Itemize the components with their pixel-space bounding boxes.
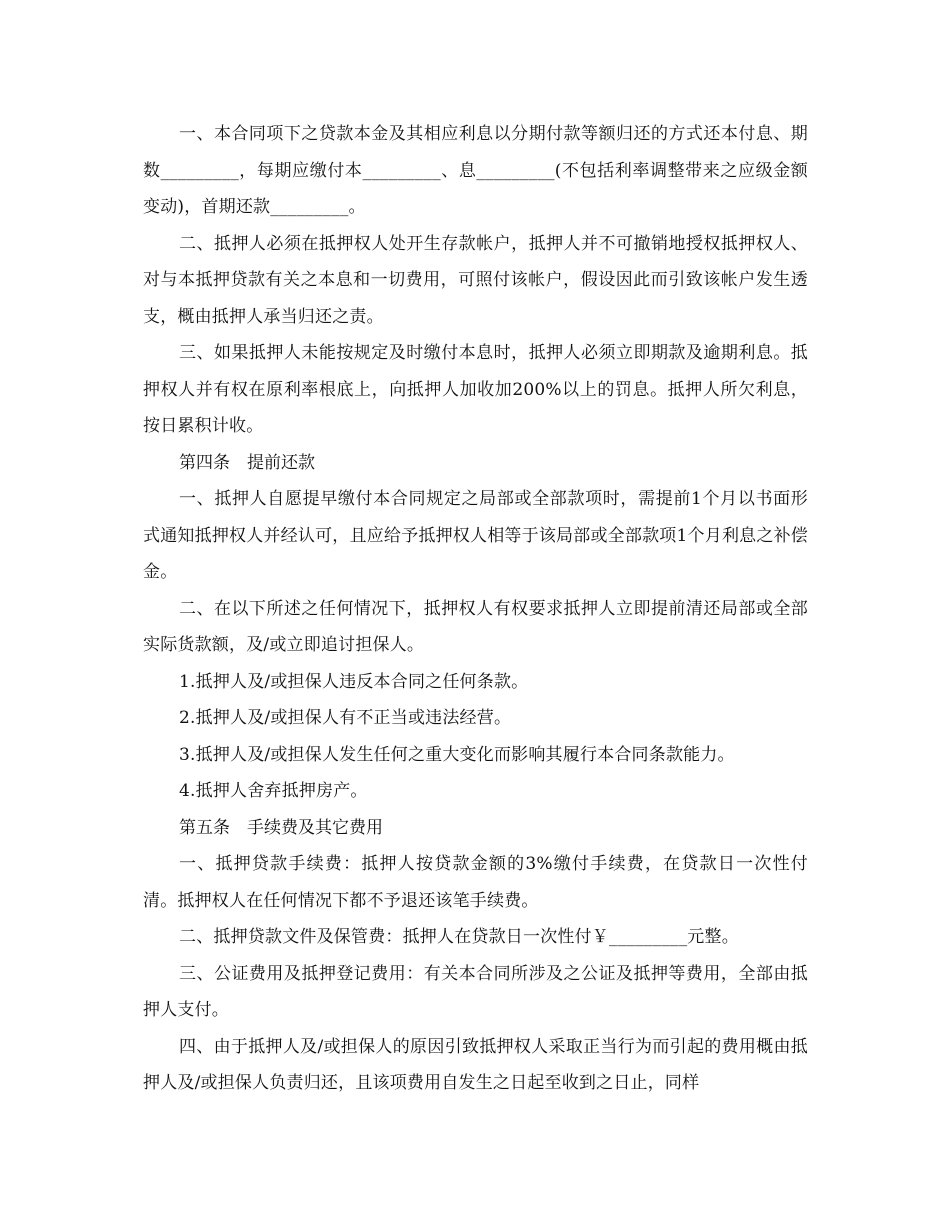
clause-5-item-2: 二、抵押贷款文件及保管费：抵押人在贷款日一次性付￥_________元整。 — [179, 927, 739, 947]
clause-5-item-3: 三、公证费用及抵押登记费用：有关本合同所涉及之公证及抵押等费用，全部由抵押人支付。 — [143, 963, 808, 1020]
article-4-heading: 第四条 提前还款 — [179, 452, 315, 473]
clause-4-subitem-1: 1.抵押人及/或担保人违反本合同之任何条款。 — [179, 671, 529, 692]
clause-4-subitem-2: 2.抵押人及/或担保人有不正当或违法经营。 — [179, 708, 512, 728]
clause-5-item-4: 四、由于抵押人及/或担保人的原因引致抵押权人采取正当行为而引起的费用概由抵押人及/或担保人负责归还，且该项费用自发生之日起至收到之日止，同样 — [143, 1036, 808, 1093]
article-5-heading: 第五条 手续费及其它费用 — [179, 817, 383, 838]
clause-4-subitem-3: 3.抵押人及/或担保人发生任何之重大变化而影响其履行本合同条款能力。 — [179, 744, 735, 765]
clause-4-subitem-4: 4.抵押人舍弃抵押房产。 — [179, 781, 368, 801]
clause-4-item-1: 一、抵押人自愿提早缴付本合同规定之局部或全部款项时，需提前1个月以书面形式通知抵押权人并经认可，且应给予抵押权人相等于该局部或全部款项1个月利息之补偿金。 — [143, 489, 808, 582]
clause-3-item-2: 二、抵押人必须在抵押权人处开生存款帐户，抵押人并不可撤销地授权抵押权人、对与本抵押贷款有关之本息和一切费用，可照付该帐户，假设因此而引致该帐户发生透支，概由抵押人承当归还之责。 — [143, 233, 808, 327]
clause-4-item-2: 二、在以下所述之任何情况下，抵押权人有权要求抵押人立即提前清还局部或全部实际货款额，及/或立即追讨担保人。 — [143, 598, 808, 655]
clause-3-item-1: 一、本合同项下之贷款本金及其相应利息以分期付款等额归还的方式还本付息、期数_________，每期应缴付本_________、息_________(不包括利率调整带来之应级金额变动)，首期还款_________。 — [143, 124, 808, 217]
clause-5-item-1: 一、抵押贷款手续费：抵押人按贷款金额的3%缴付手续费，在贷款日一次性付清。抵押权人在任何情况下都不予退还该笔手续费。 — [143, 854, 808, 911]
contract-body — [143, 116, 808, 1102]
clause-3-item-3: 三、如果抵押人未能按规定及时缴付本息时，抵押人必须立即期款及逾期利息。抵押权人并有权在原利率根底上，向抵押人加收加200%以上的罚息。抵押人所欠利息，按日累积计收。 — [143, 343, 808, 436]
